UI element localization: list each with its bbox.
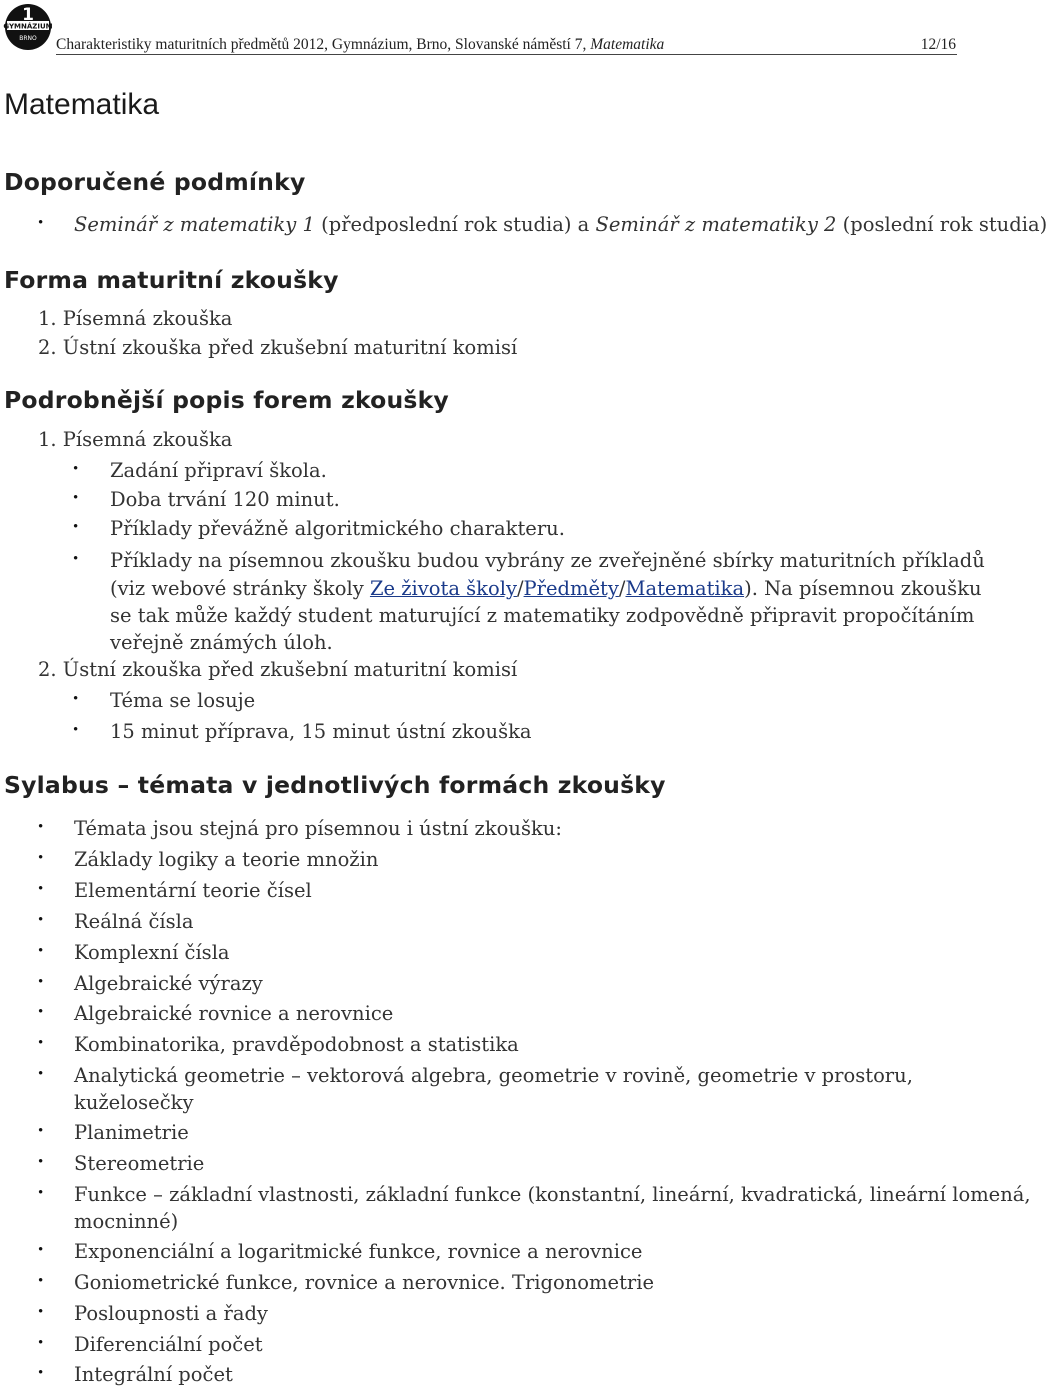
written-exam-label: 1. Písemná zkouška (38, 428, 233, 451)
bullet: • (38, 974, 44, 990)
sylabus-item: Elementární teorie čísel (74, 879, 312, 902)
written-item: Příklady převážně algoritmického charakteru. (110, 517, 565, 540)
sylabus-item: Exponenciální a logaritmické funkce, rovnice a nerovnice (74, 1240, 643, 1263)
sylabus-item: Diferenciální počet (74, 1333, 263, 1356)
bullet: • (38, 850, 44, 866)
forma-item: 1. Písemná zkouška (38, 307, 233, 330)
sylabus-item: Komplexní čísla (74, 941, 230, 964)
section-heading-doporucene: Doporučené podmínky (4, 168, 306, 196)
bullet: • (73, 691, 79, 707)
bullet: • (73, 461, 79, 477)
section-heading-forma: Forma maturitní zkoušky (4, 266, 339, 294)
long-item-line2: (viz webové stránky školy Ze života školy/Předměty/Matematika). Na písemnou zkoušku (110, 577, 982, 600)
sylabus-item: Posloupnosti a řady (74, 1302, 268, 1325)
bullet: • (38, 1273, 44, 1289)
school-logo (4, 3, 52, 51)
bullet: • (73, 551, 79, 567)
bullet: • (73, 519, 79, 535)
header-rule (56, 54, 957, 55)
bullet: • (38, 1035, 44, 1051)
section-heading-podrobnejsi: Podrobnější popis forem zkoušky (4, 386, 449, 414)
logo-number: 1 (22, 5, 34, 25)
link-matematika[interactable]: Matematika (625, 577, 745, 600)
bullet: • (38, 1123, 44, 1139)
sylabus-item: kuželosečky (74, 1091, 194, 1114)
bullet: • (38, 881, 44, 897)
header-subject: Matematika (590, 36, 665, 53)
long-item-line3: se tak může každý student maturující z matematiky zodpovědně připravit propočítáním (110, 604, 975, 627)
bullet: • (38, 1066, 44, 1082)
bullet: • (38, 1004, 44, 1020)
long-item-line4: veřejně známých úloh. (110, 631, 333, 654)
written-item: Zadání připraví škola. (110, 459, 327, 482)
sylabus-item: Základy logiky a teorie množin (74, 848, 379, 871)
running-header (56, 36, 664, 54)
bullet: • (38, 819, 44, 835)
sylabus-item: Analytická geometrie – vektorová algebra, geometrie v rovině, geometrie v prostoru, (74, 1064, 913, 1087)
bullet: • (38, 1335, 44, 1351)
logo-sub: BRNO (19, 35, 37, 42)
sylabus-item: Funkce – základní vlastnosti, základní funkce (konstantní, lineární, kvadratická, lineární lomená, (74, 1183, 1031, 1206)
oral-item: 15 minut příprava, 15 minut ústní zkouška (110, 720, 532, 743)
bullet: • (38, 215, 44, 231)
bullet: • (38, 943, 44, 959)
sylabus-item: Reálná čísla (74, 910, 194, 933)
sylabus-item: Integrální počet (74, 1363, 233, 1386)
oral-exam-label: 2. Ústní zkouška před zkušební maturitní komisí (38, 658, 518, 681)
long-item-line1: Příklady na písemnou zkoušku budou vybrány ze zveřejněné sbírky maturitních příkladů (110, 549, 985, 572)
written-item: Doba trvání 120 minut. (110, 488, 340, 511)
bullet: • (73, 722, 79, 738)
forma-item: 2. Ústní zkouška před zkušební maturitní komisí (38, 336, 518, 359)
sylabus-item: Algebraické rovnice a nerovnice (74, 1002, 394, 1025)
link-predmety[interactable]: Předměty (523, 577, 619, 600)
bullet: • (38, 912, 44, 928)
header-text: Charakteristiky maturitních předmětů 2012, Gymnázium, Brno, Slovanské náměstí 7, (56, 36, 591, 53)
bullet: • (38, 1365, 44, 1381)
sylabus-item: Algebraické výrazy (74, 972, 263, 995)
oral-item: Téma se losuje (110, 689, 256, 712)
bullet: • (38, 1242, 44, 1258)
link-ze-zivota-skoly[interactable]: Ze života školy (369, 577, 517, 600)
sylabus-item: Stereometrie (74, 1152, 205, 1175)
sylabus-item: Planimetrie (74, 1121, 189, 1144)
page-title: Matematika (4, 88, 160, 121)
sylabus-item: mocninné) (74, 1210, 179, 1233)
sylabus-item: Témata jsou stejná pro písemnou i ústní zkoušku: (74, 817, 562, 840)
sylabus-item: Goniometrické funkce, rovnice a nerovnice. Trigonometrie (74, 1271, 655, 1294)
bullet: • (38, 1304, 44, 1320)
section-heading-sylabus: Sylabus – témata v jednotlivých formách zkoušky (4, 771, 666, 799)
page-number: 12/16 (920, 36, 956, 53)
bullet: • (73, 490, 79, 506)
sylabus-item: Kombinatorika, pravděpodobnost a statistika (74, 1033, 519, 1056)
logo-text: GYMNÁZIUM (3, 22, 53, 31)
seminar-line: Seminář z matematiky 1 (předposlední rok studia) a Seminář z matematiky 2 (poslední rok studia) (74, 213, 1047, 236)
bullet: • (38, 1185, 44, 1201)
bullet: • (38, 1154, 44, 1170)
